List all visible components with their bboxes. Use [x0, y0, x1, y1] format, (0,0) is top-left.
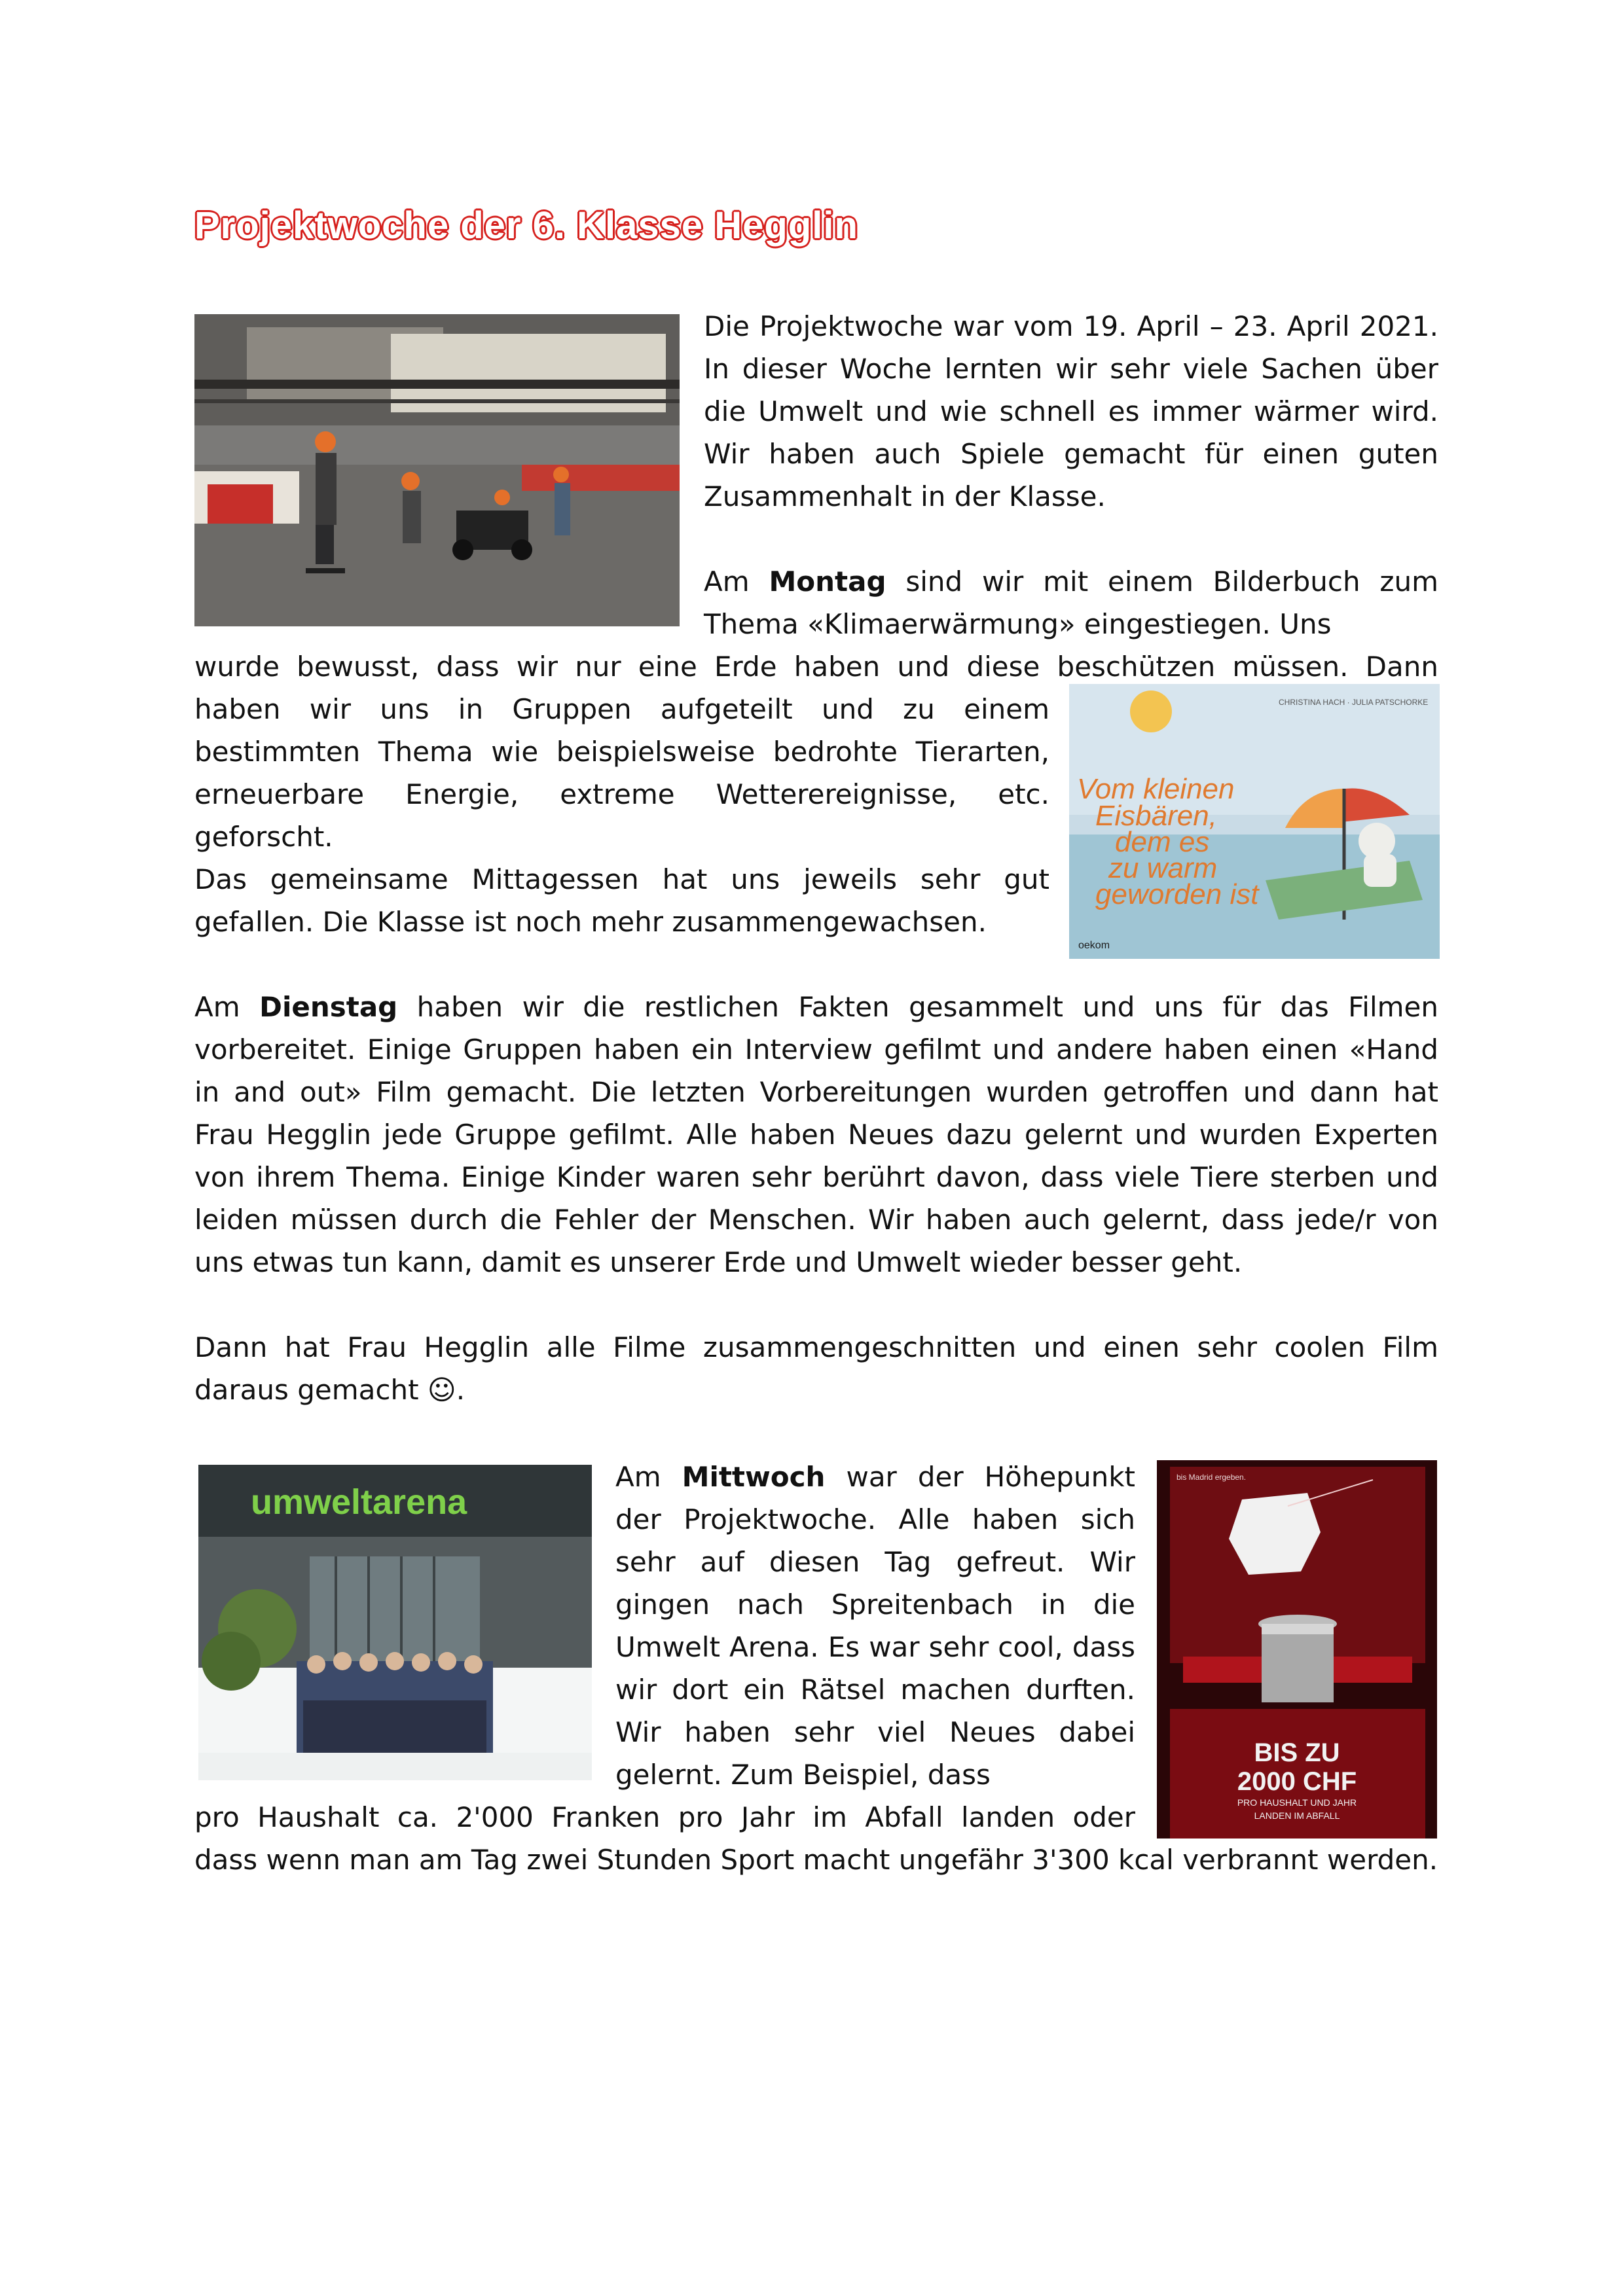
mittwoch-prefix: Am [615, 1461, 661, 1493]
book-title-line-4: zu warm [1108, 852, 1218, 884]
intro-paragraph [704, 305, 1438, 518]
dienstag-prefix: Am [194, 991, 240, 1023]
book-title-line-2: Eisbären, [1095, 800, 1217, 832]
book-authors: CHRISTINA HACH · JULIA PATSCHORKE [1279, 698, 1429, 707]
mittwoch-text-c: dass wenn man am Tag zwei Stunden Sport macht ungefähr 3'300 kcal verbrannt werden. [194, 1844, 1438, 1876]
dienstag-paragraph [194, 986, 1438, 1283]
exhibit-sub-1: PRO HAUSHALT UND JAHR [1237, 1797, 1357, 1808]
hall-activities-photo [194, 314, 680, 626]
book-title-line-5: geworden ist [1095, 878, 1259, 910]
document-title: Projektwoche der 6. Klasse Hegglin [194, 204, 858, 247]
montag-text-b: wurde bewusst, dass wir nur eine Erde haben und diese beschützen müssen. Dann [194, 651, 1438, 683]
montag-text-c: haben wir uns in Gruppen aufgeteilt und zu einem bestimmten Thema wie beispielsweise bedrohte Tierarten, erneuerbare Energie, extreme Wetterereignisse, etc. geforscht. [194, 693, 1049, 853]
montag-lead-paragraph [704, 560, 1438, 645]
book-title-line-3: dem es [1115, 826, 1210, 858]
montag-research-paragraph [194, 688, 1049, 858]
dienstag-day-label: Dienstag [259, 991, 398, 1023]
mittwoch-day-label: Mittwoch [682, 1461, 826, 1493]
mittwoch-sport-paragraph [194, 1839, 1438, 1881]
dienstag-film-paragraph [194, 1326, 1438, 1411]
montag-text-d: Das gemeinsame Mittagessen hat uns jeweils sehr gut gefallen. Die Klasse ist noch mehr zusammengewachsen. [194, 863, 1049, 938]
intro-text: Die Projektwoche war vom 19. April – 23. April 2021. In dieser Woche lernten wir sehr viele Sachen über die Umwelt und wie schnell es immer wärmer wird. Wir haben auch Spiele gemacht für einen guten Zusammenhalt in der Klasse. [704, 310, 1438, 512]
dienstag-text-a: haben wir die restlichen Fakten gesammelt und uns für das Filmen vorbereitet. Einige Gruppen haben ein Interview gefilmt und andere haben einen «Hand in and out» Film gemacht. Die letzten Vorbereitungen wurden getroffen und dann hat Frau Hegglin jede Gruppe gefilmt. Alle haben Neues dazu gelernt und wurden Experten von ihrem Thema. Einige Kinder waren sehr berührt davon, dass viele Tiere sterben und leiden müssen durch die Fehler der Menschen. Wir haben auch gelernt, dass jede/r von uns etwas tun kann, damit es unserer Erde und Umwelt wieder besser geht. [194, 991, 1438, 1278]
arena-sign: umweltarena [251, 1482, 467, 1522]
montag-full-line [194, 645, 1438, 688]
montag-prefix: Am [704, 565, 750, 598]
exhibit-sub-2: LANDEN IM ABFALL [1254, 1810, 1340, 1821]
montag-text-a: sind wir mit einem Bilderbuch zum Thema «Klimaerwärmung» eingestiegen. Uns [704, 565, 1438, 640]
mittwoch-text-b: pro Haushalt ca. 2'000 Franken pro Jahr im Abfall landen oder [194, 1801, 1135, 1833]
book-cover-photo [1069, 684, 1440, 959]
mittwoch-text-a: war der Höhepunkt der Projektwoche. Alle haben sich sehr auf diesen Tag gefreut. Wir gingen nach Spreitenbach in die Umwelt Arena. Es war sehr cool, dass wir dort ein Rätsel machen durften. Wir haben sehr viel Neues dabei gelernt. Zum Beispiel, dass [615, 1461, 1135, 1791]
book-title-line-1: Vom kleinen [1077, 773, 1235, 805]
mittwoch-paragraph [615, 1456, 1135, 1796]
montag-day-label: Montag [769, 565, 886, 598]
umweltarena-group-photo [198, 1465, 592, 1780]
exhibit-headline-1: BIS ZU [1254, 1738, 1340, 1767]
waste-exhibit-photo [1157, 1460, 1437, 1839]
book-publisher: oekom [1078, 940, 1110, 951]
exhibit-headline-2: 2000 CHF [1237, 1767, 1357, 1796]
mittwoch-fact-line [194, 1796, 1135, 1839]
exhibit-small-text: bis Madrid ergeben. [1176, 1473, 1247, 1482]
dienstag-text-b: Dann hat Frau Hegglin alle Filme zusammengeschnitten und einen sehr coolen Film daraus gemacht ☺. [194, 1331, 1438, 1406]
montag-lunch-paragraph [194, 858, 1049, 943]
